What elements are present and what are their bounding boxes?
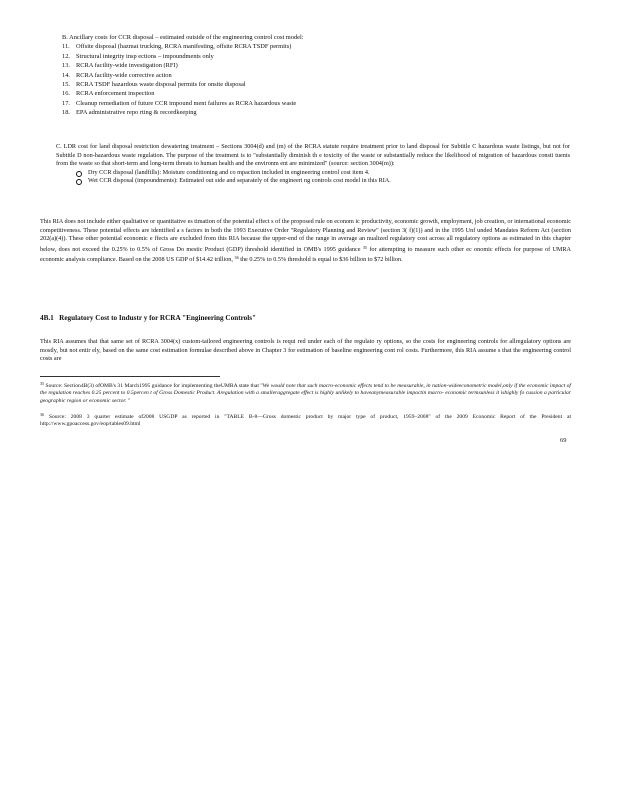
paragraph-text: This RIA does not include either qualitative or quantitative es timation of the potential effect s of the proposed rule on econom ic productivity, economic growth, employment, job creation, or international economic competitiveness. These potential effects are identified a s factors in both the 1993 Executive Order "Regulatory Planning and Review" (section 3( f)(1)) and in the 1995 Unf unded Mandates Reform Act (section 202(a)(4)). These other potential economic e ffects are excluded from this RIA because the upper-end of the range in average an nualized regulatory cost across all regulatory options as estimated in this chapter below, does not exceed the 0.25% to 0.5% of Gross Do mestic Product (GDP) threshold identified in OMB's 1995 guidance xyxy=(40,218,571,253)
footnote-number: 35 xyxy=(40,381,44,386)
ria-assumption-paragraph: This RIA assumes that that same set of RCRA 3004(x) custom-tailored engineering controls is requi red under each of the regulato ry options, so the costs for engineering controls for allregulatory options are mostly, but not entir ely, based on the same cost estimation formulae described above in Chapter 3 for estimation of baseline engineering cont rol costs. Furthermore, this RIA assume s that the engineering control costs are xyxy=(40,338,571,363)
section-b-heading: B. Ancillary costs for CCR disposal – estimated outside of the engineering control cost model: xyxy=(62,34,304,41)
list-item: 14. RCRA facility-wide corrective action xyxy=(62,71,172,79)
bullet-wet-ccr xyxy=(56,177,570,186)
list-item: 13. RCRA facility-wide investigation (RFI) xyxy=(62,62,178,70)
ria-scope-paragraph xyxy=(40,218,571,265)
section-heading xyxy=(40,314,571,322)
list-item: 15. RCRA TSDF hazardous waste disposal permits for onsite disposal xyxy=(62,81,246,89)
ldr-paragraph-block xyxy=(56,143,570,186)
circle-bullet-icon xyxy=(76,171,82,177)
footnote-divider xyxy=(40,376,220,377)
footnote-text: Source: 2008 3 quarter estimate of2008 USGDP as reported in "TABLE B-8—Gross domestic product by major type of product, 1959–2008" of the 2009 Economic Report of the President at http://www.gpoaccess.gov/eop/tables09.html xyxy=(40,414,571,428)
ldr-paragraph: C. LDR cost for land disposal restriction dewatering treatment – Sections 3004(d) and (m) of the RCRA statute require treatment prior to land disposal for Subtitle C hazardous waste listings, but not for Subtitle D non-hazardous waste regulation. The purpose of the treatment is to "substantially diminish th e toxicity of the waste or substantially reduce the likelihood of migration of hazardous consti tuents from the waste so that short-term and long-term threats to human health and the environm ent are minimized" (source: section 3004(m)): xyxy=(56,143,570,168)
list-item: 12. Structural integrity insp ections – impoundments only xyxy=(62,52,214,60)
footnote-number: 36 xyxy=(40,412,44,417)
bullet-text: Wet CCR disposal (impoundments): Estimated out side and separately of the engineeri ng controls cost model in this RIA. xyxy=(88,177,391,185)
footnote-36 xyxy=(40,411,571,429)
footnote-ref-36: 36 xyxy=(234,255,239,261)
paragraph-text: the 0.25% to 0.5% threshold is equal to $36 billion to $72 billion. xyxy=(240,256,403,264)
section-title: Regulatory Cost to Industr y for RCRA "Engineering Controls" xyxy=(59,314,257,322)
footnote-quote: We would note that such macro-economic effects tend to be measurable, in nation-wideeconometric model,only if the economic impact of the regulation reaches 0.25 percent to 0.5percen t of Gross Domestic Product. Aregulation with a smalleraggregate effect is highly unlikely to haveanymeasurable impactin macro- economic termsunless it ishighly fo cussion a particular geographic region or economic sector. " xyxy=(40,383,571,404)
list-item: 17. Cleanup remediation of future CCR impound ment failures as RCRA hazardous waste xyxy=(62,99,297,107)
bullet-text: Dry CCR disposal (landfills): Moisture conditioning and co mpaction included in engineering control cost item 4. xyxy=(88,168,370,176)
page-number: 69 xyxy=(560,437,567,444)
list-item: 18. EPA administrative repo rting & recordkeeping xyxy=(62,109,197,117)
footnote-text: Source: Section4B(3) ofOMB's 31 March1995 guidance for implementing theUMRA state that " xyxy=(45,383,263,389)
footnote-35 xyxy=(40,380,571,405)
bullet-dry-ccr xyxy=(56,169,570,178)
list-item: 11. Offsite disposal (hazmat trucking, RCRA manifesting, offsite RCRA TSDF permits) xyxy=(62,43,292,51)
ancillary-cost-list xyxy=(62,33,562,118)
footnote-ref-35: 35 xyxy=(362,244,368,250)
paragraph-text: for attempting to measure such other ec onomic effects for purpose of UMRA economic analysis compliance. Based on the 2008 US GDP of $14.42 trillion, xyxy=(40,245,572,264)
section-number: 4B.1 xyxy=(40,314,54,322)
list-item: 16. RCRA enforcement inspection xyxy=(62,90,155,98)
